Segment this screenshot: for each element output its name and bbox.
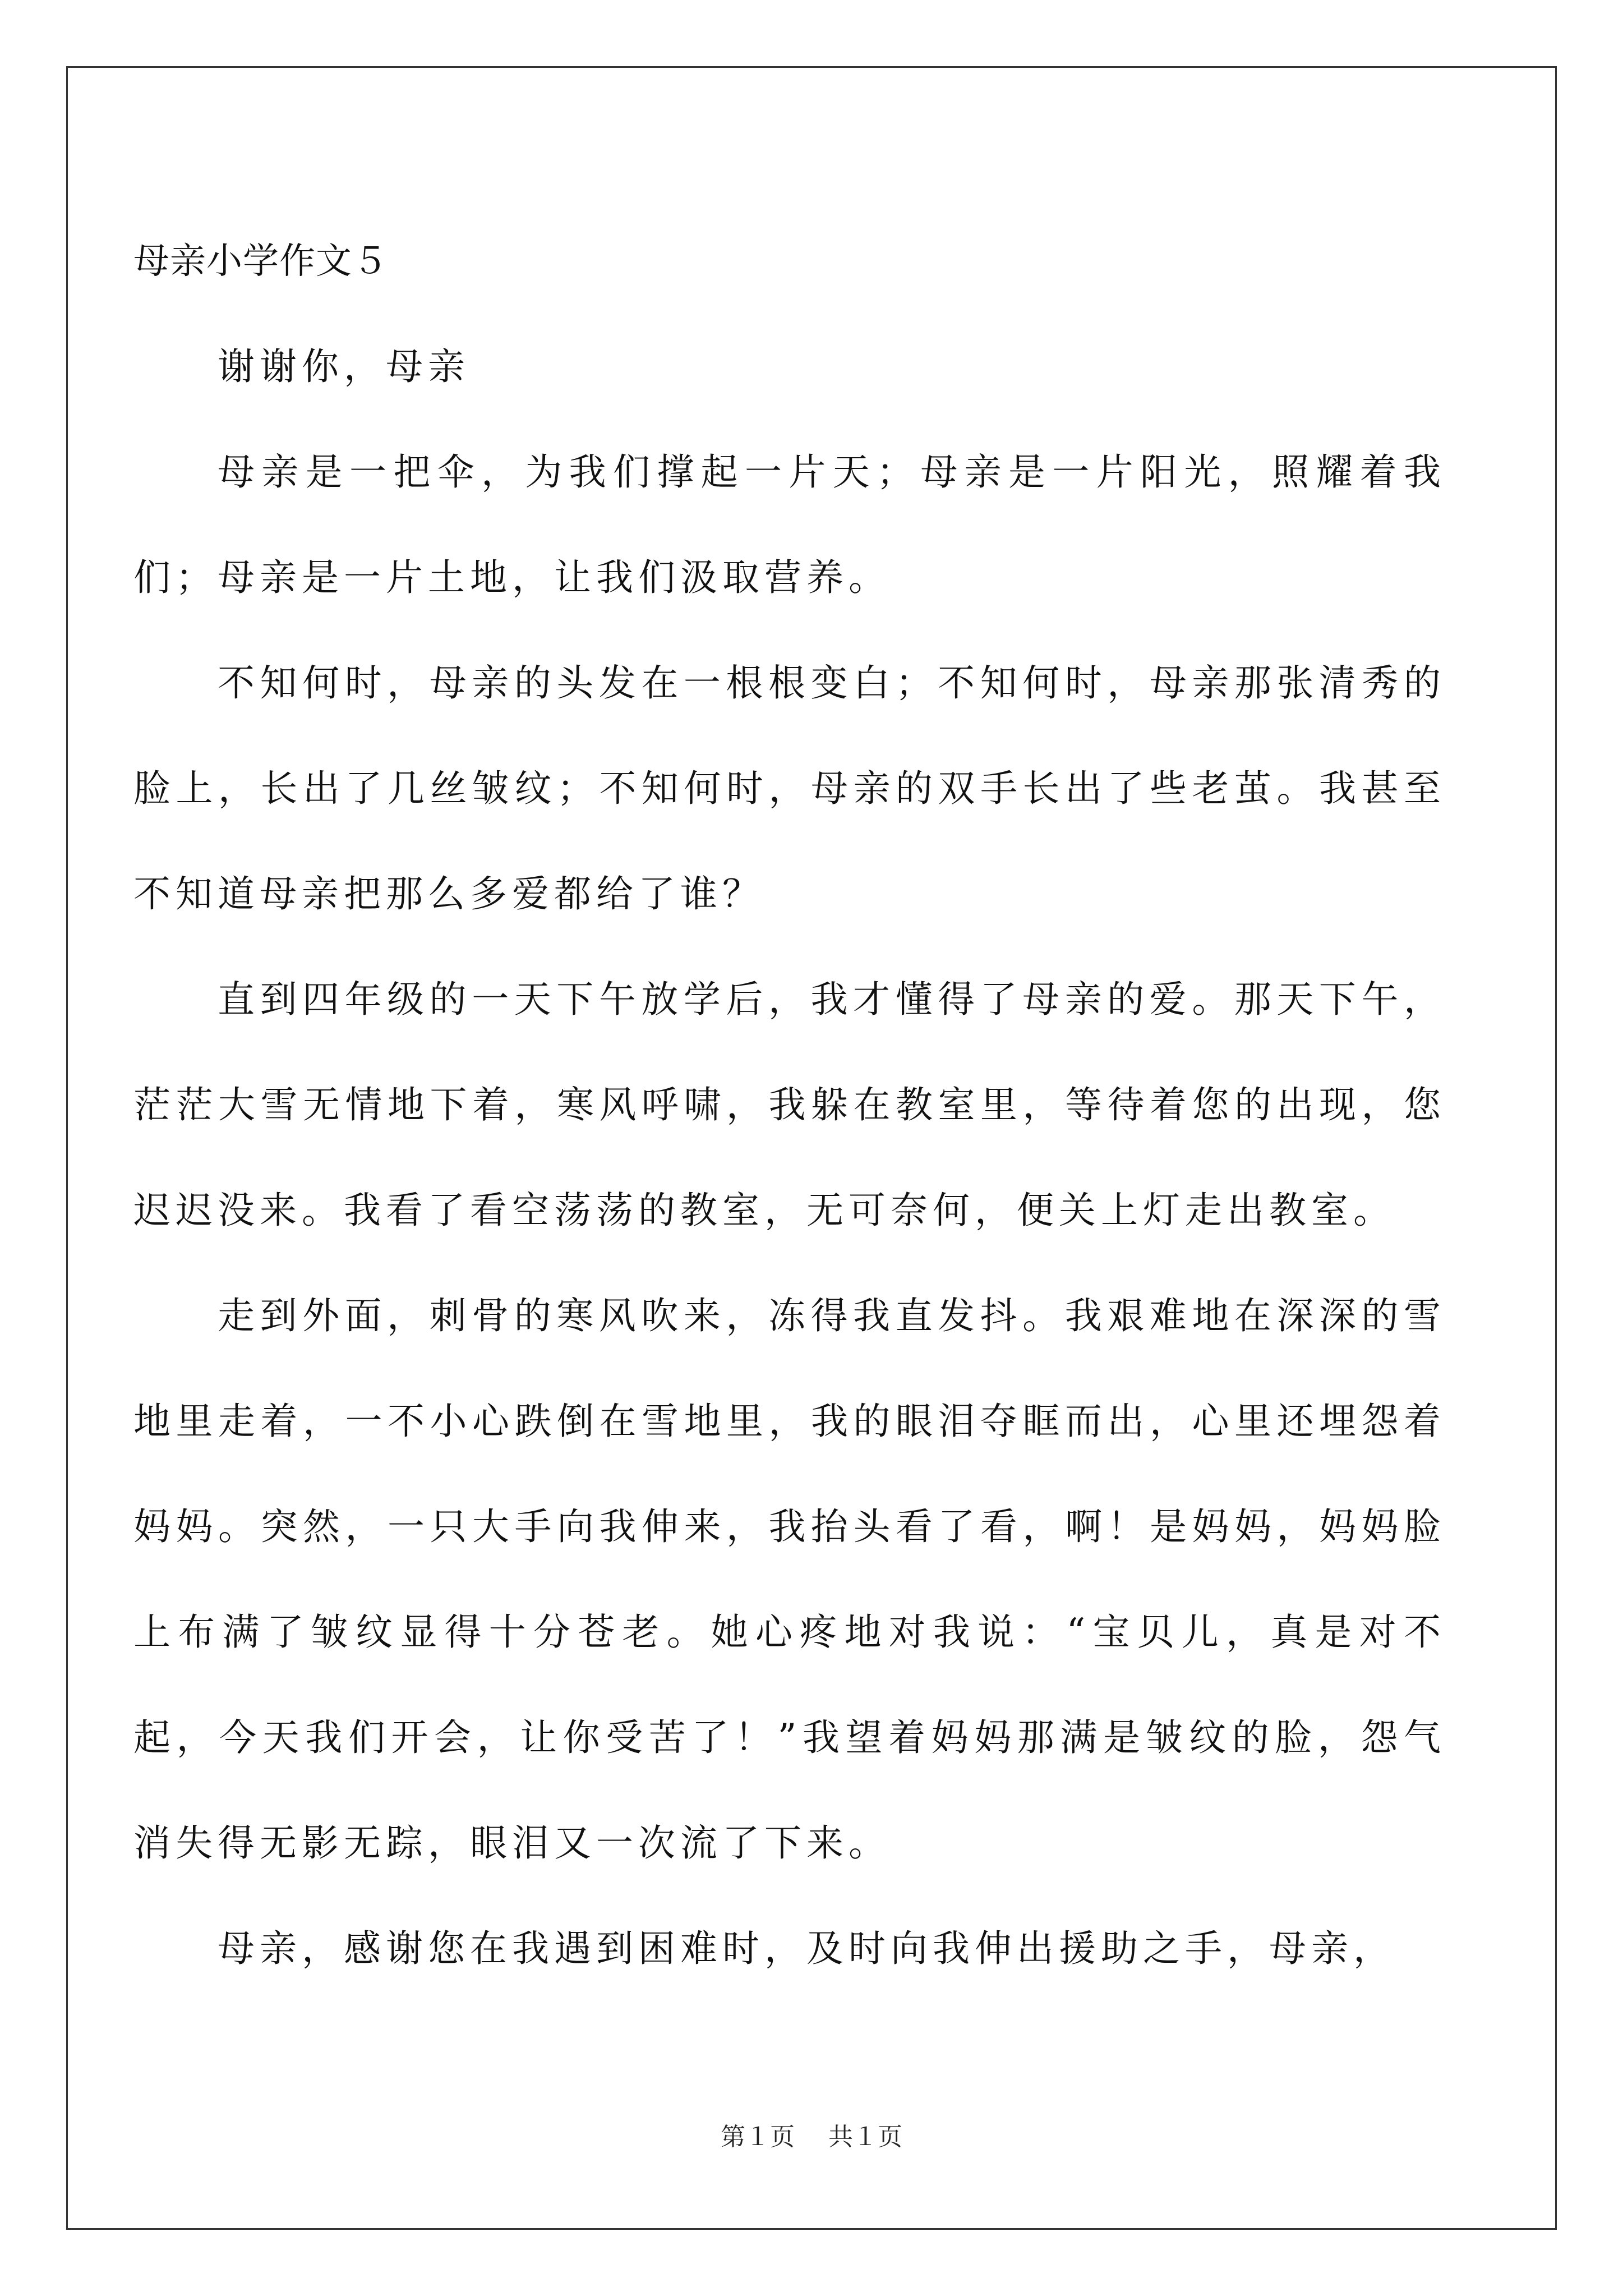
paragraph: 直到四年级的一天下午放学后，我才懂得了母亲的爱。那天下午，茫茫大雪无情地下着，寒风呼啸，我躲在教室里，等待着您的出现，您迟迟没来。我看了看空荡荡的教室，无可奈何，便关上灯走出教室。 <box>133 978 1446 1232</box>
document-body <box>133 209 1446 2001</box>
paragraph: 母亲是一把伞，为我们撑起一片天；母亲是一片阳光，照耀着我们；母亲是一片土地，让我们汲取营养。 <box>133 450 1446 599</box>
page-footer <box>0 2120 1623 2154</box>
paragraph: 母亲，感谢您在我遇到困难时，及时向我伸出援助之手，母亲， <box>218 1927 1395 1970</box>
page-number-total: 共１页 <box>828 2123 902 2151</box>
document-title: 母亲小学作文５ <box>133 241 389 282</box>
paragraph: 走到外面，刺骨的寒风吹来，冻得我直发抖。我艰难地在深深的雪地里走着，一不小心跌倒在雪地里，我的眼泪夺眶而出，心里还埋怨着妈妈。突然，一只大手向我伸来，我抬头看了看，啊！是妈妈，妈妈脸上布满了皱纹显得十分苍老。她心疼地对我说：“宝贝儿，真是对不起，今天我们开会，让你受苦了！”我望着妈妈那满是皱纹的脸，怨气消失得无影无踪，眼泪又一次流了下来。 <box>133 1294 1446 1865</box>
page-number-current: 第１页 <box>721 2123 795 2151</box>
paragraph-subtitle: 谢谢你，母亲 <box>218 345 470 388</box>
paragraph: 不知何时，母亲的头发在一根根变白；不知何时，母亲那张清秀的脸上，长出了几丝皱纹；不知何时，母亲的双手长出了些老茧。我甚至不知道母亲把那么多爱都给了谁？ <box>133 661 1446 915</box>
